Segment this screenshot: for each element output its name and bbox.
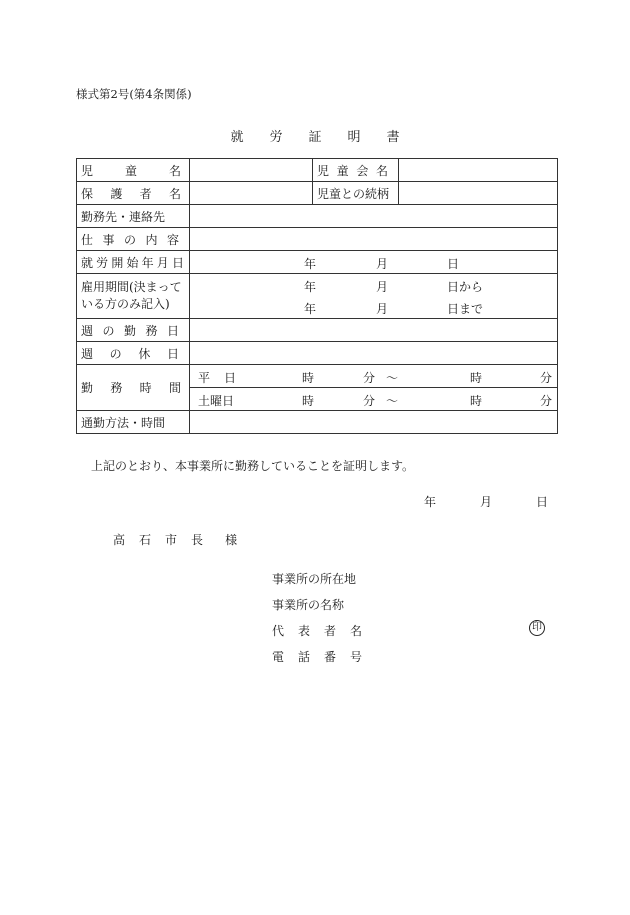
day-until: 日まで	[447, 302, 484, 316]
label-char: 月	[156, 255, 169, 270]
label-holidays	[77, 342, 190, 365]
addressee-char: 高	[113, 533, 126, 547]
unit-month: 月	[376, 280, 389, 294]
field-child-name[interactable]	[190, 159, 313, 182]
label-char: 務	[145, 323, 158, 338]
label-relation: 児童との続柄	[313, 182, 399, 205]
label-line: いる方のみ記入)	[81, 297, 170, 311]
issue-date	[424, 493, 548, 510]
label-char: 日	[166, 346, 179, 361]
label-guardian	[77, 182, 190, 205]
field-relation[interactable]	[399, 182, 558, 205]
label-char: 週	[81, 346, 94, 361]
label-char: 表	[298, 624, 311, 638]
label-char: 勤	[81, 381, 94, 395]
label-char: 時	[139, 381, 152, 395]
title-char: 就	[230, 130, 244, 145]
label-work-hours	[77, 365, 190, 411]
unit-minute: 分	[540, 394, 553, 408]
addressee	[113, 531, 237, 548]
title-char: 明	[347, 130, 361, 145]
label-char: 護	[110, 186, 123, 201]
label-char: の	[123, 232, 136, 247]
document-title	[0, 126, 630, 145]
label-char: 児	[317, 163, 330, 178]
label-char: 話	[298, 650, 311, 664]
label-char: 仕	[81, 232, 94, 247]
label-char: 名	[375, 163, 388, 178]
label-char: 年	[141, 255, 154, 270]
date-day: 日	[536, 495, 549, 509]
tilde: ～	[386, 371, 399, 385]
row-start-date	[77, 251, 558, 274]
issuer-phone-label	[272, 648, 362, 665]
title-char: 書	[386, 130, 400, 145]
label-char: 童	[336, 163, 349, 178]
label-char: 名	[350, 624, 363, 638]
title-char: 証	[308, 130, 322, 145]
label-char: 日	[166, 323, 179, 338]
unit-minute: 分	[363, 371, 376, 385]
label-char: 労	[96, 255, 109, 270]
unit-minute: 分	[363, 394, 376, 408]
label-char: 代	[272, 624, 285, 638]
day-from: 日から	[447, 280, 484, 294]
label-char: 就	[81, 255, 94, 270]
certificate-table	[76, 158, 558, 434]
weekday-label: 日	[224, 371, 237, 385]
label-char: 週	[81, 323, 94, 338]
label-char: 間	[168, 381, 181, 395]
label-char: の	[109, 346, 122, 361]
field-child-kana[interactable]	[399, 159, 558, 182]
label-char: 務	[110, 381, 123, 395]
certification-statement: 上記のとおり、本事業所に勤務していることを証明します。	[91, 459, 415, 473]
label-char: 番	[324, 650, 337, 664]
label-line: 雇用期間(決まって	[81, 280, 182, 294]
tilde: ～	[386, 394, 399, 408]
label-char: 開	[111, 255, 124, 270]
label-char: 事	[102, 232, 115, 247]
row-guardian	[77, 182, 558, 205]
label-char: 会	[356, 163, 369, 178]
unit-year: 年	[304, 257, 317, 271]
addressee-char: 市	[165, 533, 178, 547]
field-start-date[interactable]	[190, 251, 558, 274]
row-employment-period	[77, 274, 558, 319]
label-char: 名	[168, 186, 181, 201]
label-char: 者	[324, 624, 337, 638]
unit-hour: 時	[470, 394, 483, 408]
saturday-label: 土曜日	[198, 394, 235, 408]
label-char: 休	[138, 346, 151, 361]
row-work-hours-weekday	[77, 365, 558, 388]
seal-mark: 印	[529, 620, 545, 636]
issuer-address-label: 事業所の所在地	[272, 572, 357, 586]
label-char: 始	[126, 255, 139, 270]
issuer-name-label: 事業所の名称	[272, 598, 345, 612]
unit-year: 年	[304, 280, 317, 294]
date-month: 月	[480, 495, 493, 509]
unit-minute: 分	[540, 371, 553, 385]
title-char: 労	[269, 130, 283, 145]
issuer-representative-label	[272, 622, 362, 639]
label-start-date	[77, 251, 190, 274]
label-child-kana	[313, 159, 399, 182]
label-char: 容	[166, 232, 179, 247]
row-workplace	[77, 205, 558, 228]
unit-month: 月	[376, 257, 389, 271]
row-child-name	[77, 159, 558, 182]
field-work-days[interactable]	[190, 319, 558, 342]
label-char: 者	[139, 186, 152, 201]
field-holidays[interactable]	[190, 342, 558, 365]
row-work-days	[77, 319, 558, 342]
field-job[interactable]	[190, 228, 558, 251]
date-year: 年	[424, 495, 437, 509]
row-commute	[77, 411, 558, 434]
label-child-name	[77, 159, 190, 182]
label-char: 電	[272, 650, 285, 664]
unit-day: 日	[447, 257, 460, 271]
field-commute[interactable]	[190, 411, 558, 434]
unit-month: 月	[376, 302, 389, 316]
label-char: 保	[81, 186, 94, 201]
label-char: 日	[171, 255, 184, 270]
row-holidays	[77, 342, 558, 365]
row-job	[77, 228, 558, 251]
label-job	[77, 228, 190, 251]
label-work-days	[77, 319, 190, 342]
label-char: 勤	[123, 323, 136, 338]
form-code: 様式第2号(第4条関係)	[76, 87, 192, 101]
field-workplace[interactable]	[190, 205, 558, 228]
field-weekday-hours[interactable]	[190, 365, 558, 388]
label-char: 号	[350, 650, 363, 664]
unit-hour: 時	[302, 394, 315, 408]
label-char: 名	[168, 163, 181, 178]
label-char: 内	[145, 232, 158, 247]
addressee-char: 長	[191, 533, 204, 547]
label-workplace: 勤務先・連絡先	[77, 205, 190, 228]
addressee-char: 石	[139, 533, 152, 547]
unit-hour: 時	[470, 371, 483, 385]
unit-year: 年	[304, 302, 317, 316]
label-char: 児	[81, 163, 94, 178]
label-employment-period	[77, 274, 190, 319]
field-guardian[interactable]	[190, 182, 313, 205]
unit-hour: 時	[302, 371, 315, 385]
label-char: 童	[124, 163, 137, 178]
label-commute: 通勤方法・時間	[77, 411, 190, 434]
weekday-label: 平	[198, 371, 211, 385]
label-char: の	[102, 323, 115, 338]
field-saturday-hours[interactable]	[190, 388, 558, 411]
addressee-char: 様	[225, 533, 238, 547]
field-employment-period[interactable]	[190, 274, 558, 319]
